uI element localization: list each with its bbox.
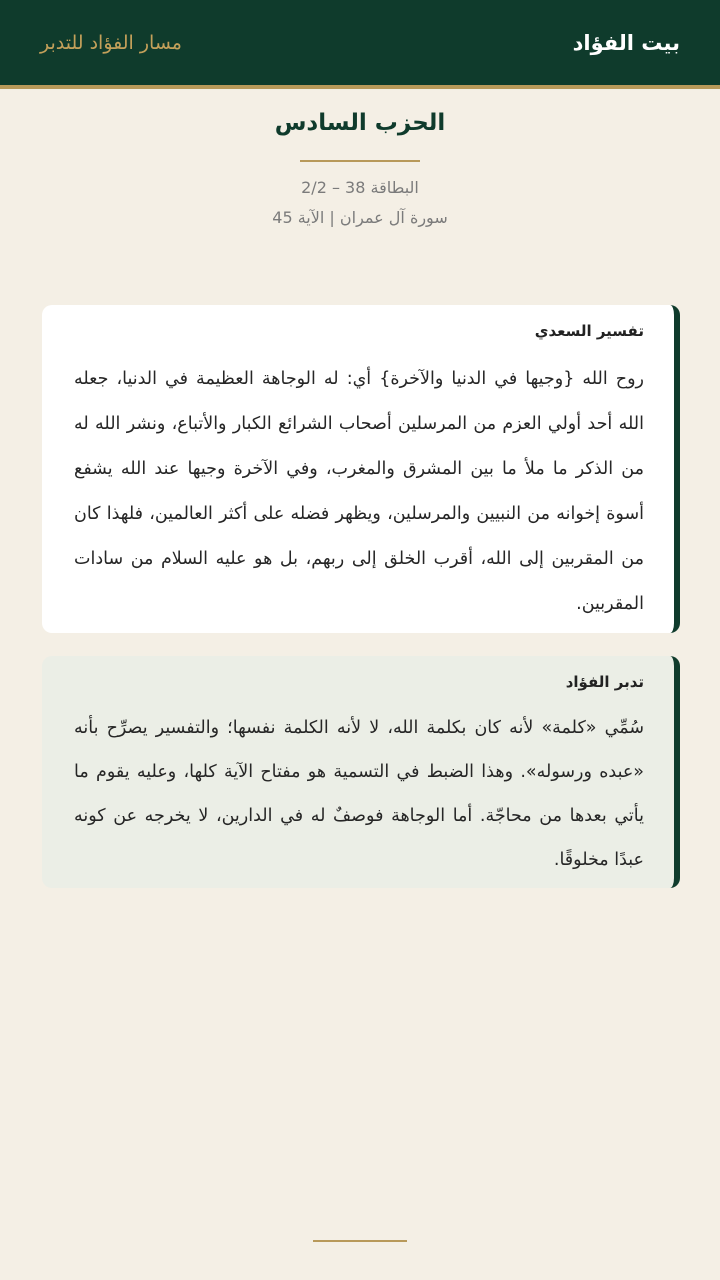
tafsir-heading: تفسير السعدي [534,322,644,340]
header-accent-line [0,85,720,89]
hizb-title: الحزب السادس [274,110,446,136]
bottom-divider [313,1240,407,1242]
tadabbur-body: سُمِّي «كلمة» لأنه كان بكلمة الله، لا لأنه الكلمة نفسها؛ والتفسير يصرِّح بأنه «عبده ورسوله». وهذا الضبط في التسمية هو مفتاح الآية كلها، وعليه يقوم ما يأتي بعدها من محاجّة. أما الوجاهة فوصفٌ له في الدارين، لا يخرجه عن كونه عبدًا مخلوقًا. [74,718,644,870]
title-divider [300,160,420,162]
tafsir-card [42,305,680,633]
tadabbur-card [42,656,680,888]
tadabbur-heading: تدبر الفؤاد [565,673,644,691]
title-area [0,100,720,230]
app-header [0,0,720,85]
card-number-info: البطاقة 38 – 2/2 [301,178,419,197]
surah-verse-info: سورة آل عمران | الآية 45 [272,208,448,227]
path-link[interactable]: مسار الفؤاد للتدبر [40,31,182,54]
app-brand-title[interactable]: بيت الفؤاد [572,30,680,55]
tafsir-body: روح الله {وجيها في الدنيا والآخرة} أي: له الوجاهة العظيمة في الدنيا، جعله الله أحد أولي العزم من المرسلين أصحاب الشرائع الكبار والأتباع، ونشر الله له من الذكر ما ملأ ما بين المشرق والمغرب، وفي الآخرة وجيها عند الله يشفع أسوة إخوانه من النبيين والمرسلين، ويظهر فضله على أكثر العالمين، فلهذا كان من المقربين إلى الله، أقرب الخلق إلى ربهم، بل هو عليه السلام من سادات المقربين. [74,369,644,614]
